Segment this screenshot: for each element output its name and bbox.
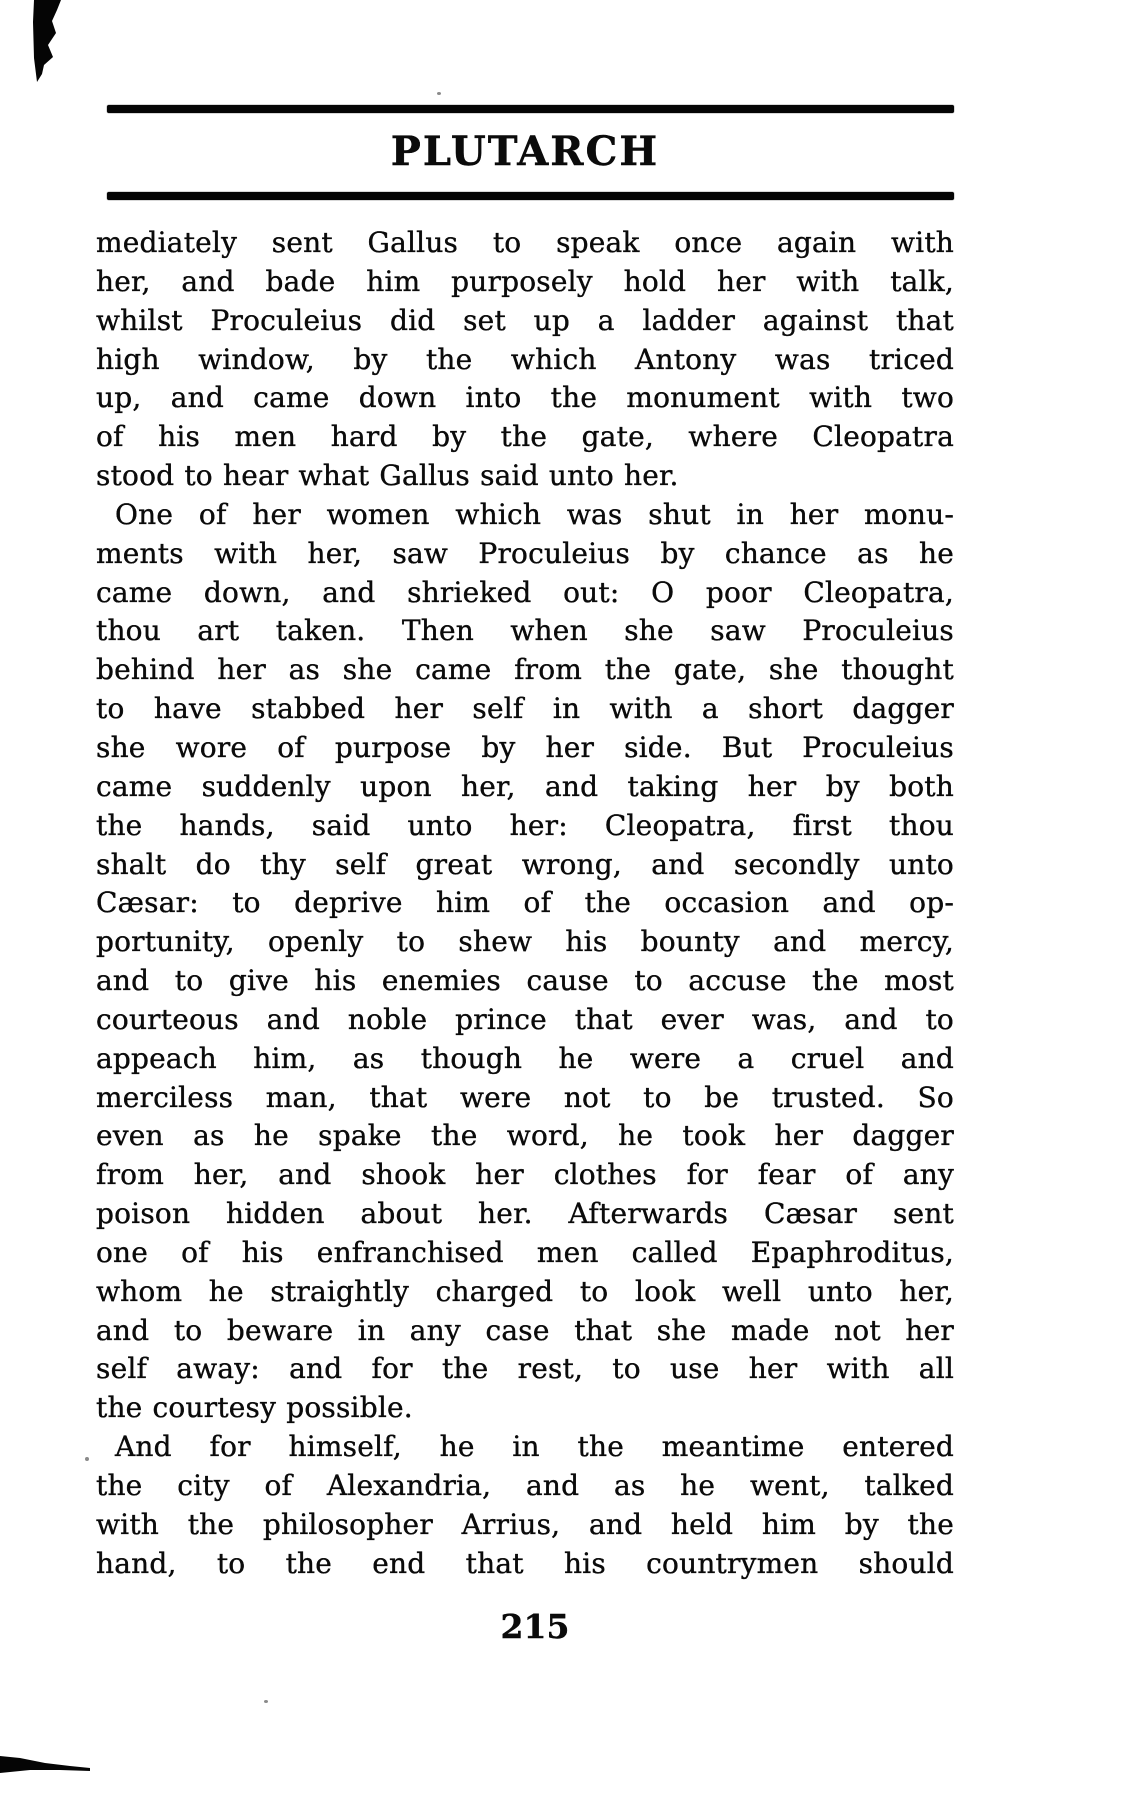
text-line: stood to hear what Gallus said unto her. (96, 459, 679, 493)
text-line: and to give his enemies cause to accuse the most (96, 964, 954, 998)
ink-speck (437, 92, 441, 95)
text-line: thou art taken. Then when she saw Proculeius (96, 614, 954, 648)
ink-speck (264, 1700, 268, 1703)
page-number: 215 (500, 1607, 570, 1646)
text-line: self away: and for the rest, to use her with all (96, 1352, 954, 1386)
text-line: appeach him, as though he were a cruel and (96, 1041, 954, 1075)
text-line: shalt do thy self great wrong, and secondly unto (96, 847, 954, 881)
text-line: with the philosopher Arrius, and held him by the (96, 1507, 954, 1541)
text-line: hand, to the end that his countrymen should (96, 1546, 954, 1580)
text-line: she wore of purpose by her side. But Proculeius (96, 730, 954, 764)
ink-blob-top-left (0, 0, 80, 95)
text-line: high window, by the which Antony was triced (96, 342, 954, 376)
text-line: the hands, said unto her: Cleopatra, first thou (96, 808, 954, 842)
text-line: whom he straightly charged to look well unto her, (96, 1274, 954, 1308)
text-line: whilst Proculeius did set up a ladder against that (96, 303, 954, 337)
running-header-title: PLUTARCH (390, 128, 660, 175)
text-line: her, and bade him purposely hold her with talk, (96, 264, 954, 298)
text-line: came suddenly upon her, and taking her by both (96, 769, 954, 803)
header-rule-bottom (107, 192, 954, 200)
text-line: mediately sent Gallus to speak once again with (96, 226, 954, 259)
text-line: of his men hard by the gate, where Cleopatra (96, 420, 954, 454)
text-line: and to beware in any case that she made not her (96, 1313, 954, 1347)
text-line: even as he spake the word, he took her dagger (96, 1119, 954, 1153)
text-line: courteous and noble prince that ever was, and to (96, 1002, 954, 1036)
text-line: the courtesy possible. (96, 1391, 413, 1425)
ink-smudge-bottom-left (0, 1752, 95, 1778)
text-line: the city of Alexandria, and as he went, talked (96, 1469, 954, 1502)
page-body (96, 224, 954, 1584)
text-line: One of her women which was shut in her monu- (115, 497, 954, 531)
text-line: behind her as she came from the gate, she thought (96, 653, 954, 687)
text-line: poison hidden about her. Afterwards Cæsar sent (96, 1197, 954, 1231)
text-line: And for himself, he in the meantime entered (115, 1430, 954, 1464)
text-line: one of his enfranchised men called Epaphroditus, (96, 1235, 954, 1269)
text-line: came down, and shrieked out: O poor Cleopatra, (96, 575, 954, 609)
text-line: from her, and shook her clothes for fear of any (96, 1158, 954, 1192)
ink-speck (85, 1457, 89, 1461)
text-line: to have stabbed her self in with a short dagger (96, 692, 954, 726)
text-line: ments with her, saw Proculeius by chance as he (96, 536, 954, 570)
text-line: portunity, openly to shew his bounty and mercy, (96, 925, 954, 959)
text-line: up, and came down into the monument with two (96, 381, 954, 415)
text-line: Cæsar: to deprive him of the occasion and op- (96, 886, 954, 920)
text-line: merciless man, that were not to be trusted. So (96, 1080, 954, 1114)
header-rule-top (107, 105, 954, 113)
